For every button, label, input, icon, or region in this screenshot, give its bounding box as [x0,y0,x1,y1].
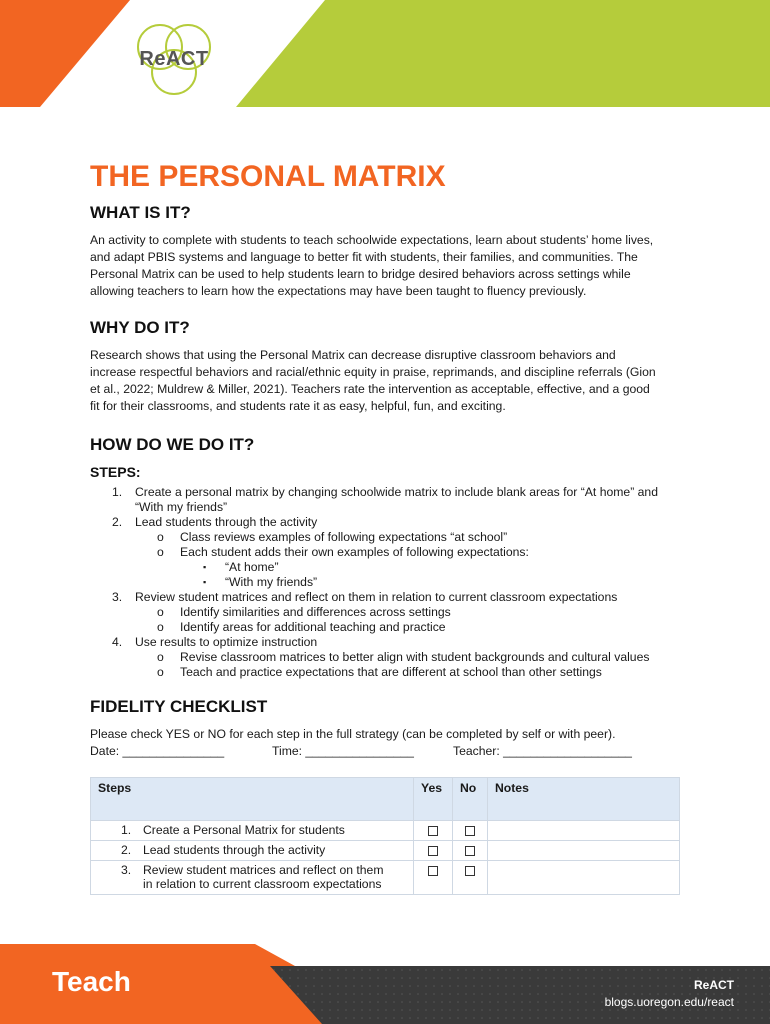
time-field[interactable]: Time: ________________ [272,744,414,758]
step-text: Lead students through the activity [135,515,318,529]
page-title: THE PERSONAL MATRIX [90,160,446,193]
row-number: 1. [121,823,132,837]
col-header-no: No [453,778,488,821]
header-banner [0,0,770,110]
steps-label: STEPS: [90,464,141,480]
step-text: Review student matrices and reflect on them in relation to current classroom expectations [135,590,618,604]
step-text: Class reviews examples of following expectations “at school” [180,530,508,544]
step-text: Use results to optimize instruction [135,635,318,649]
step-marker: 2. [112,515,123,529]
row-step-text: Lead students through the activity [143,843,326,857]
why-paragraph [90,347,680,415]
step-marker: o [157,620,164,634]
fidelity-table [90,777,680,895]
notes-cell[interactable] [488,861,680,895]
table-row [91,861,680,895]
what-line: and adapt PBIS systems and language to better fit with students, their families, and communities. The [90,250,638,264]
what-heading: WHAT IS IT? [90,203,191,222]
table-row [91,821,680,841]
footer-brand: ReACT [693,978,734,992]
step-marker: o [157,530,164,544]
teacher-field[interactable]: Teacher: ___________________ [453,744,632,758]
step-text: Teach and practice expectations that are different at school than other settings [180,665,602,679]
logo-text: ReACT [139,48,209,70]
step-text: Each student adds their own examples of following expectations: [180,545,529,559]
row-number: 2. [121,843,132,857]
notes-cell[interactable] [488,841,680,861]
step-marker: 1. [112,485,123,499]
step-text: “With my friends” [135,500,228,514]
what-line: Personal Matrix can be used to help students learn to bridge desired behaviors across settings while [90,267,631,281]
why-line: fit for their classrooms, and students rate it as easy, helpful, fun, and exciting. [90,399,506,413]
col-header-notes: Notes [488,778,680,821]
step-marker: 3. [112,590,123,604]
col-header-yes: Yes [414,778,453,821]
step-marker: o [157,650,164,664]
step-text: Create a personal matrix by changing schoolwide matrix to include blank areas for “At home” and [135,485,658,499]
no-checkbox[interactable] [465,826,475,836]
why-heading: WHY DO IT? [90,318,190,337]
footer-teach-label: Teach [52,966,131,997]
step-text: “With my friends” [225,575,318,589]
yes-checkbox[interactable] [428,846,438,856]
step-marker: 4. [112,635,123,649]
what-line: An activity to complete with students to teach schoolwide expectations, learn about students’ home lives, [90,233,654,247]
why-line: increase respectful behaviors and racial/ethnic equity in praise, reprimands, and discipline referrals (Gion [90,365,656,379]
fidelity-instructions: Please check YES or NO for each step in the full strategy (can be completed by self or with peer). [90,727,616,741]
header-green-shape [236,0,770,107]
col-header-steps: Steps [91,778,414,821]
yes-checkbox[interactable] [428,866,438,876]
step-marker: o [157,665,164,679]
row-step-text: Create a Personal Matrix for students [143,823,345,837]
step-text: “At home” [225,560,279,574]
header-orange-shape [0,0,130,107]
step-marker: o [157,545,164,559]
table-row [91,841,680,861]
step-text: Revise classroom matrices to better align with student backgrounds and cultural values [180,650,650,664]
why-line: Research shows that using the Personal Matrix can decrease disruptive classroom behaviors and [90,348,616,362]
no-checkbox[interactable] [465,866,475,876]
yes-checkbox[interactable] [428,826,438,836]
step-text: Identify similarities and differences across settings [180,605,451,619]
how-heading: HOW DO WE DO IT? [90,435,255,454]
step-marker: ▪ [203,577,207,587]
row-step-text: Review student matrices and reflect on them in relation to current classroom expectations [143,863,384,891]
step-marker: o [157,605,164,619]
table-header-row [91,778,680,821]
footer-url[interactable]: blogs.uoregon.edu/react [604,995,734,1009]
row-number: 3. [121,863,132,877]
fidelity-heading: FIDELITY CHECKLIST [90,697,268,716]
why-line: et al., 2022; Muldrew & Miller, 2021). Teachers rate the intervention as acceptable, effective, and a good [90,382,650,396]
what-paragraph [90,232,680,300]
notes-cell[interactable] [488,821,680,841]
no-checkbox[interactable] [465,846,475,856]
step-text: Identify areas for additional teaching and practice [180,620,446,634]
step-marker: ▪ [203,562,207,572]
what-line: allowing teachers to learn how the expectations may have been taught to fluency previously. [90,284,587,298]
date-field[interactable]: Date: _______________ [90,744,225,758]
